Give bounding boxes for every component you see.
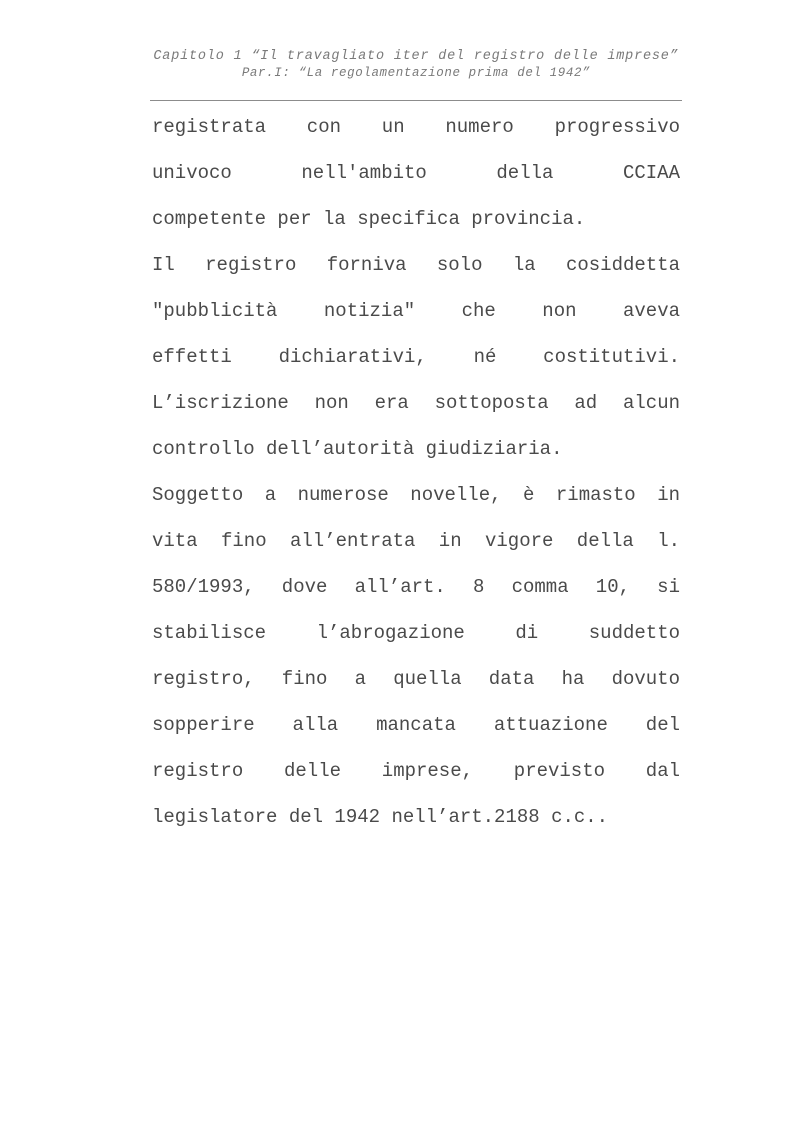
text-line: sopperire alla mancata attuazione del [152,714,680,736]
body-paragraphs [152,104,680,840]
text-line: L’iscrizione non era sottoposta ad alcun [152,392,680,414]
text-line: "pubblicità notizia" che non aveva [152,300,680,322]
text-line: registro, fino a quella data ha dovuto [152,668,680,690]
text-line: registro delle imprese, previsto dal [152,760,680,782]
text-line: competente per la specifica provincia. [152,208,586,230]
text-line: 580/1993, dove all’art. 8 comma 10, si [152,576,680,598]
running-header [150,49,682,81]
text-line: registrata con un numero progressivo [152,116,680,138]
text-line: Il registro forniva solo la cosiddetta [152,254,680,276]
text-line: univoco nell'ambito della CCIAA [152,162,680,184]
text-line: stabilisce l’abrogazione di suddetto [152,622,680,644]
text-line: Soggetto a numerose novelle, è rimasto in [152,484,680,506]
text-line: vita fino all’entrata in vigore della l. [152,530,680,552]
section-title [150,65,682,81]
text-line: controllo dell’autorità giudiziaria. [152,438,563,460]
section-prefix: Par.I [241,66,283,80]
header-divider [150,100,682,101]
chapter-title: Capitolo 1 “Il travagliato iter del registro delle imprese” [153,49,679,64]
text-line: legislatore del 1942 nell’art.2188 c.c.. [152,806,609,828]
text-line: effetti dichiarativi, né costitutivi. [152,346,680,368]
section-rest: : “La regolamentazione prima del 1942” [282,66,591,80]
